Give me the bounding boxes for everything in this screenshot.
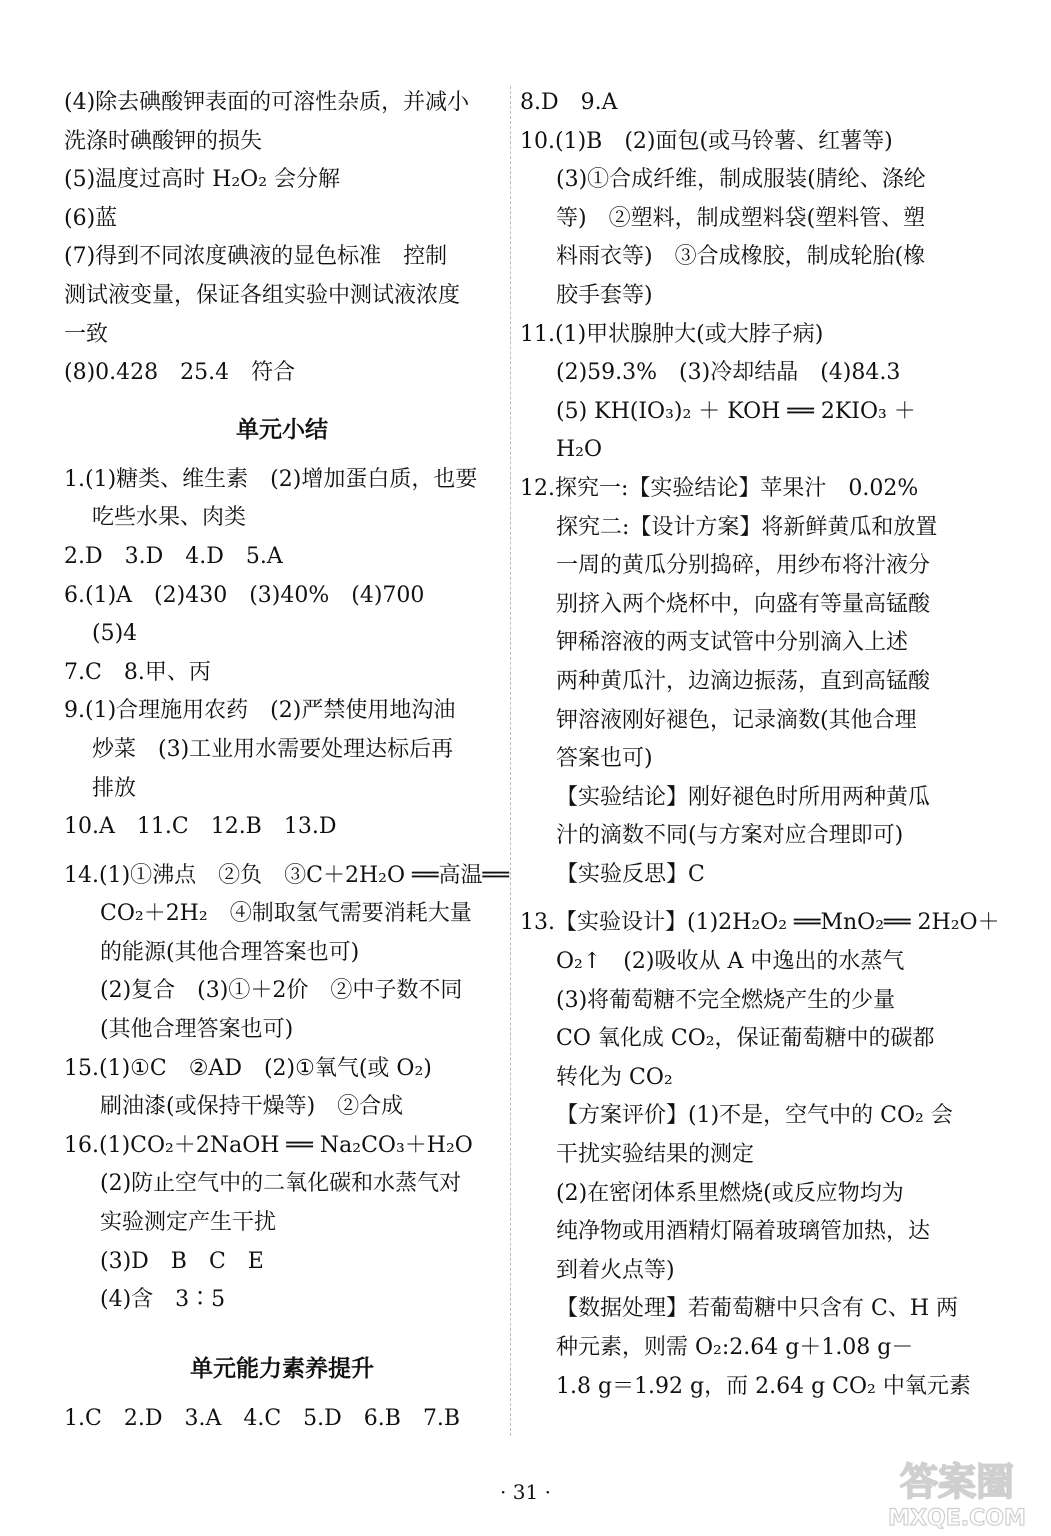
section-heading: 单元小结	[236, 416, 328, 443]
page-number: · 31 ·	[500, 1480, 551, 1504]
answer-line: 测试液变量，保证各组实验中测试液浓度	[64, 282, 461, 308]
answer-line: 实验测定产生干扰	[100, 1210, 277, 1236]
answer-line: 一致	[64, 321, 109, 347]
answer-line: 胶手套等)	[556, 282, 653, 308]
answer-line: 6.(1)A (2)430 (3)40% (4)700	[64, 582, 425, 608]
answer-line: (5)4	[92, 621, 138, 647]
watermark-logo	[872, 1455, 1042, 1531]
answer-line: 16.(1)CO₂＋2NaOH ══ Na₂CO₃＋H₂O	[64, 1132, 473, 1158]
right-column	[520, 84, 1000, 1406]
column-divider	[510, 86, 511, 1436]
answer-line: 1.(1)糖类、维生素 (2)增加蛋白质，也要	[64, 466, 478, 492]
answer-line: (2)59.3% (3)冷却结晶 (4)84.3	[556, 360, 901, 386]
answer-line: 10.A 11.C 12.B 13.D	[64, 814, 337, 840]
answer-line: 别挤入两个烧杯中，向盛有等量高锰酸	[556, 591, 931, 617]
answer-line: (6)蓝	[64, 205, 118, 231]
answer-line: 纯净物或用酒精灯隔着玻璃管加热，达	[556, 1219, 931, 1245]
answer-line: 答案也可)	[556, 746, 653, 772]
answer-line: 【数据处理】若葡萄糖中只含有 C、H 两	[556, 1296, 959, 1322]
answer-line: (5) KH(IO₃)₂ ＋ KOH ══ 2KIO₃ ＋	[556, 398, 916, 424]
watermark-domain: MXQE.COM	[888, 1506, 1026, 1531]
answer-line: (5)温度过高时 H₂O₂ 会分解	[64, 167, 341, 193]
answer-line: 的能源(其他合理答案也可)	[100, 939, 360, 965]
answer-line: 8.D 9.A	[520, 90, 618, 115]
answer-line: 15.(1)①C ②AD (2)①氧气(或 O₂)	[64, 1055, 432, 1081]
answer-line: 【实验结论】刚好褪色时所用两种黄瓜	[556, 784, 931, 810]
answer-line: 料雨衣等) ③合成橡胶，制成轮胎(橡	[556, 244, 926, 270]
answer-line: (2)防止空气中的二氧化碳和水蒸气对	[100, 1171, 462, 1197]
section-heading: 单元能力素养提升	[190, 1355, 374, 1382]
answer-line: 【方案评价】(1)不是，空气中的 CO₂ 会	[556, 1103, 953, 1129]
watermark-brand: 答案圈	[899, 1460, 1015, 1504]
answer-line: (2)复合 (3)①＋2价 ②中子数不同	[100, 978, 463, 1004]
answer-line: 探究二:【设计方案】将新鲜黄瓜和放置	[556, 514, 938, 540]
answer-line: O₂↑ (2)吸收从 A 中逸出的水蒸气	[556, 949, 905, 975]
answer-line: H₂O	[556, 437, 603, 463]
answer-line: 洗涤时碘酸钾的损失	[64, 128, 263, 154]
answer-line: (3)D B C E	[100, 1248, 264, 1274]
answer-line: CO₂＋2H₂ ④制取氢气需要消耗大量	[100, 901, 472, 927]
answer-line: 1.C 2.D 3.A 4.C 5.D 6.B 7.B	[64, 1405, 461, 1431]
answer-line: (2)在密闭体系里燃烧(或反应物均为	[556, 1180, 904, 1206]
answer-line: 刷油漆(或保持干燥等) ②合成	[100, 1094, 404, 1120]
answer-line: 两种黄瓜汁，边滴边振荡，直到高锰酸	[556, 668, 931, 694]
answer-line: 1.8 g＝1.92 g，而 2.64 g CO₂ 中氧元素	[556, 1373, 971, 1399]
answer-line: (8)0.428 25.4 符合	[64, 360, 296, 386]
answer-line: 11.(1)甲状腺肿大(或大脖子病)	[520, 321, 824, 347]
answer-line: 12.探究一:【实验结论】苹果汁 0.02%	[520, 475, 919, 501]
answer-line: 吃些水果、肉类	[92, 505, 247, 531]
answer-line: 干扰实验结果的测定	[556, 1142, 755, 1168]
answer-line: (4)含 3∶5	[100, 1287, 226, 1313]
answer-line: 等) ②塑料，制成塑料袋(塑料管、塑	[556, 205, 926, 231]
answer-line: CO 氧化成 CO₂，保证葡萄糖中的碳都	[556, 1026, 935, 1052]
answer-line: 排放	[92, 775, 137, 801]
answer-line: 转化为 CO₂	[556, 1064, 673, 1090]
answer-line: 7.C 8.甲、丙	[64, 659, 211, 685]
answer-line: 14.(1)①沸点 ②负 ③C＋2H₂O ══高温══	[64, 862, 509, 888]
answer-line: 钾溶液刚好褪色，记录滴数(其他合理	[556, 707, 917, 733]
answer-line: 9.(1)合理施用农药 (2)严禁使用地沟油	[64, 698, 456, 724]
answer-line: 【实验反思】C	[556, 861, 705, 887]
answer-line: 一周的黄瓜分别捣碎，用纱布将汁液分	[556, 553, 931, 579]
answer-line: 2.D 3.D 4.D 5.A	[64, 543, 283, 569]
answer-line: (3)将葡萄糖不完全燃烧产生的少量	[556, 987, 896, 1013]
answer-line: (4)除去碘酸钾表面的可溶性杂质，并减小	[64, 90, 470, 115]
answer-line: 钾稀溶液的两支试管中分别滴入上述	[556, 630, 909, 656]
left-column	[64, 84, 509, 1438]
answer-line: 13.【实验设计】(1)2H₂O₂ ══MnO₂══ 2H₂O＋	[520, 910, 1000, 936]
answer-line: (其他合理答案也可)	[100, 1017, 294, 1043]
answer-line: (3)①合成纤维，制成服装(腈纶、涤纶	[556, 167, 926, 193]
answer-line: 到着火点等)	[556, 1257, 675, 1283]
answer-line: 种元素，则需 O₂:2.64 g＋1.08 g－	[556, 1335, 914, 1360]
answer-line: 炒菜 (3)工业用水需要处理达标后再	[92, 736, 454, 762]
answer-line: 汁的滴数不同(与方案对应合理即可)	[556, 823, 904, 849]
answer-line: 10.(1)B (2)面包(或马铃薯、红薯等)	[520, 128, 893, 154]
answer-line: (7)得到不同浓度碘液的显色标准 控制	[64, 244, 448, 270]
